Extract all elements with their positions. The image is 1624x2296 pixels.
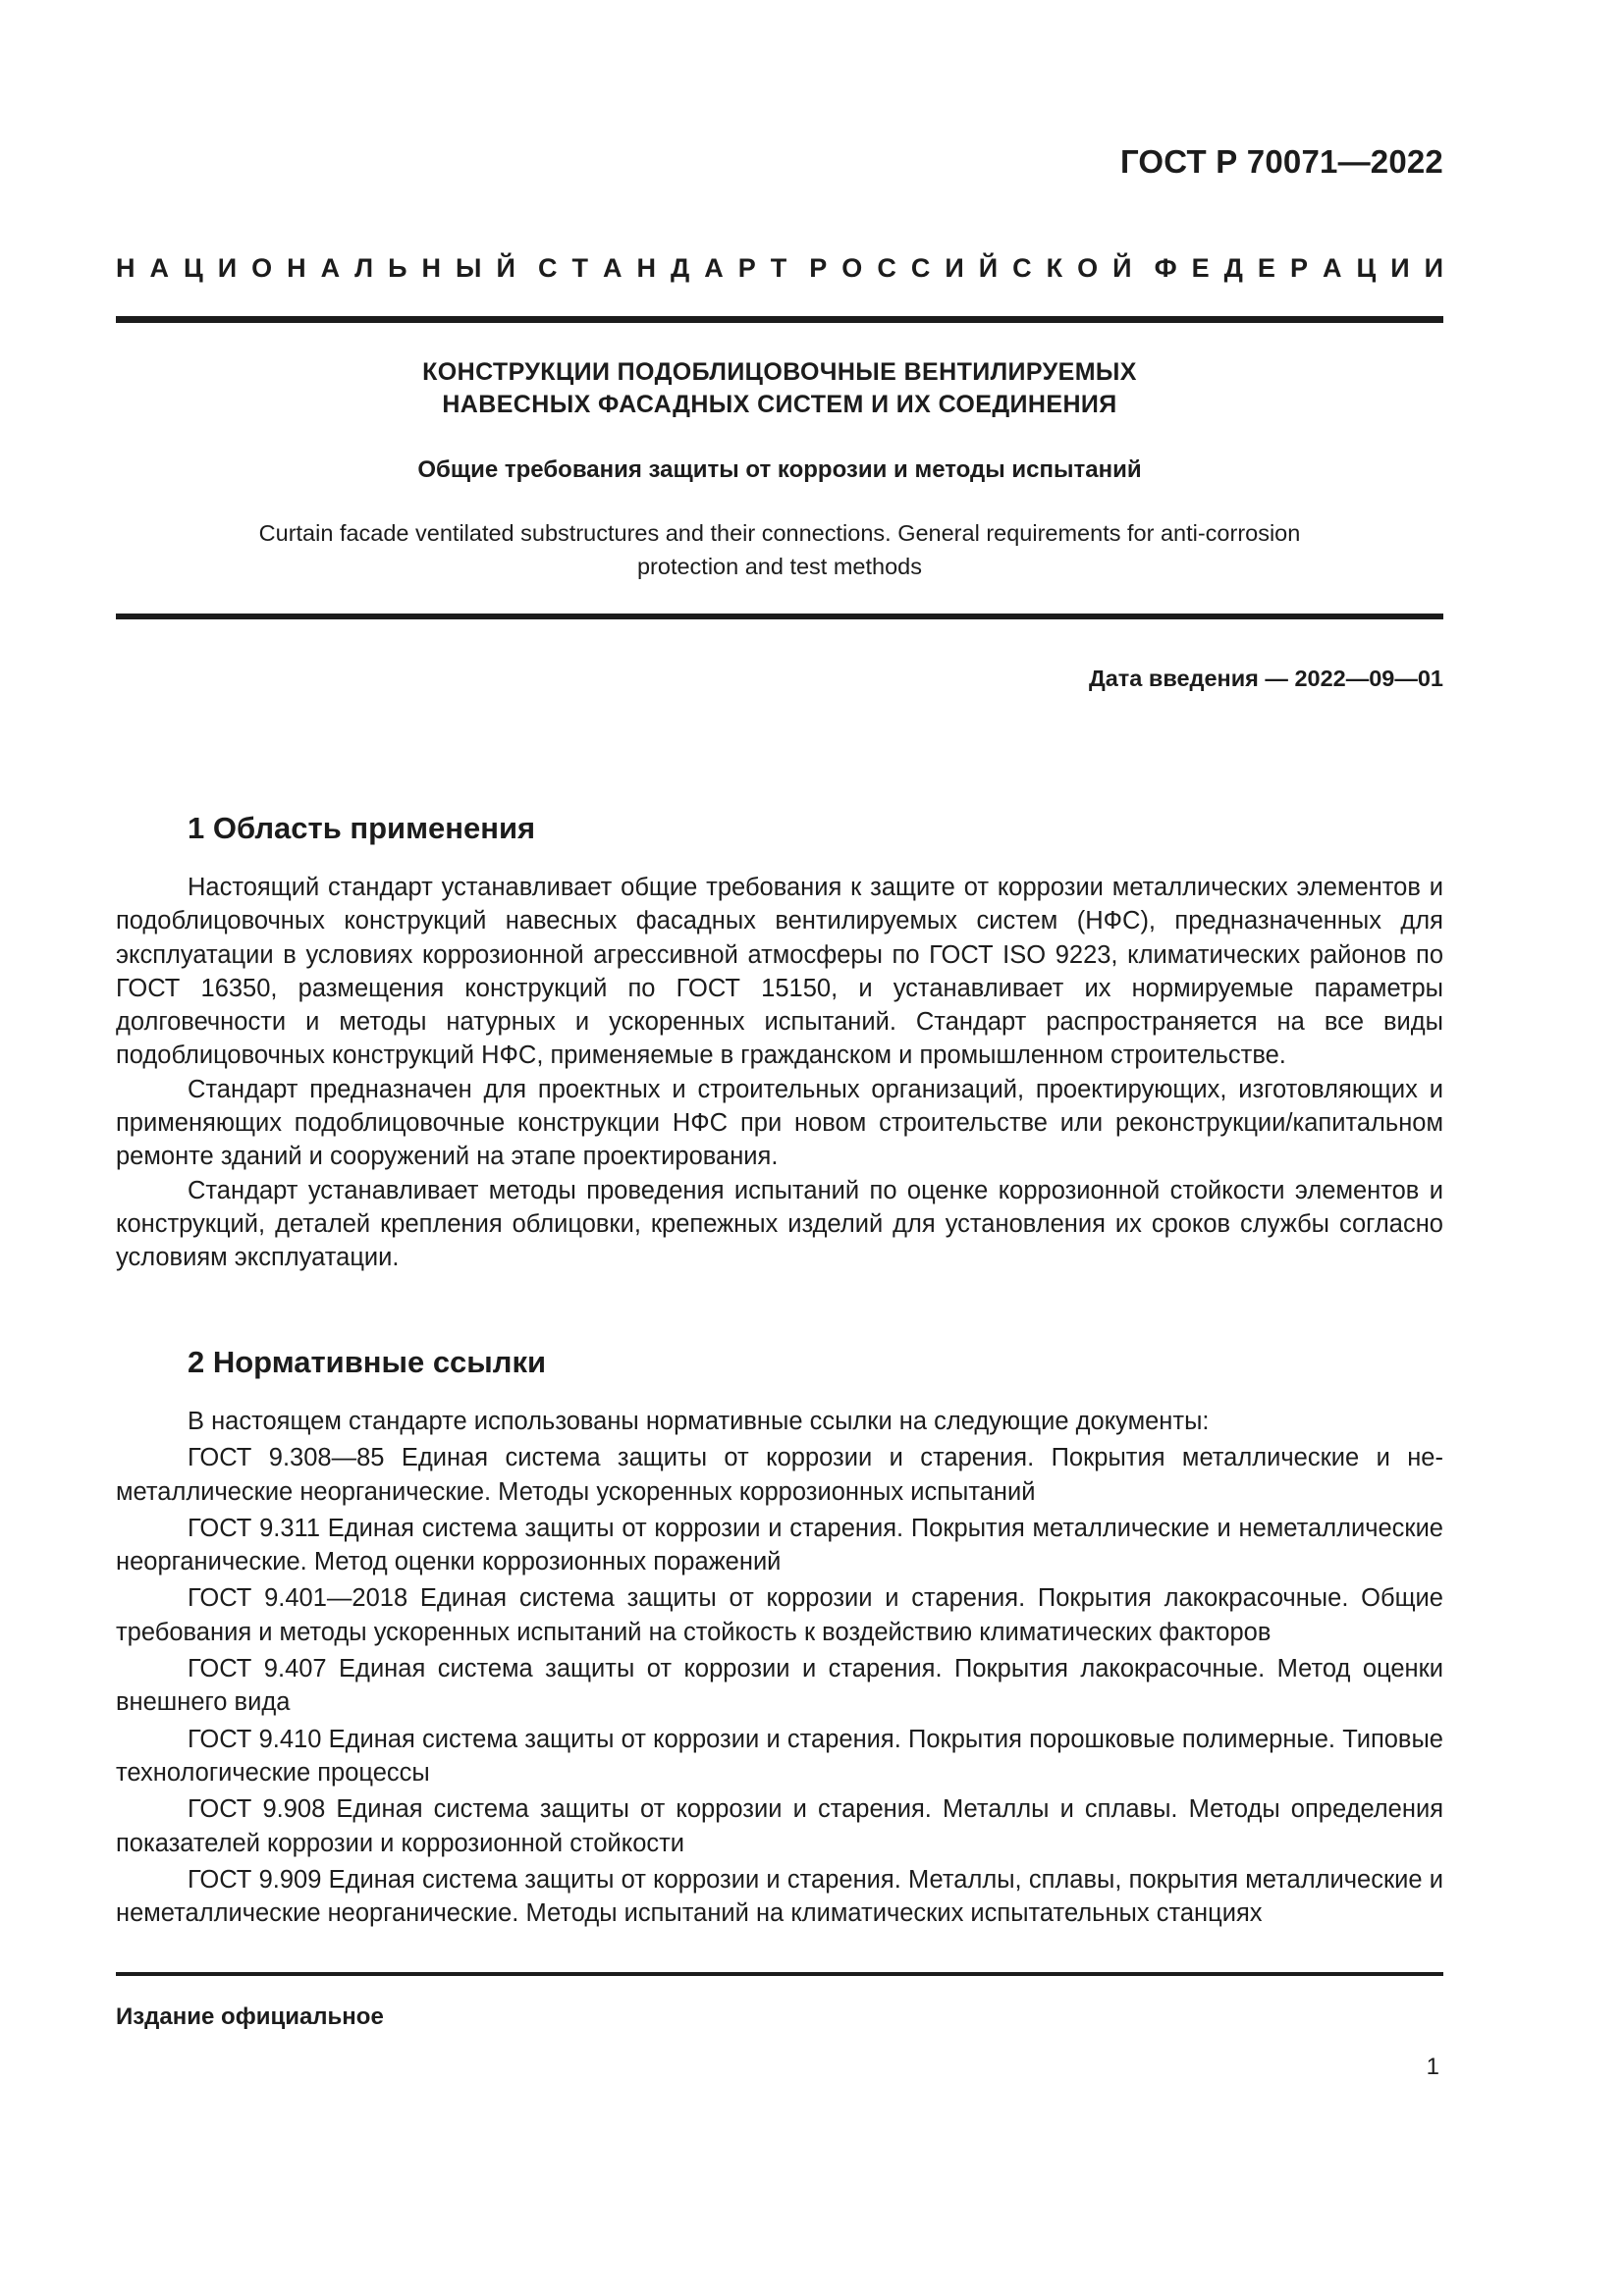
- english-title-line-1: Curtain facade ventilated substructures and their connections. General requirements for anti-corrosion: [258, 520, 1301, 546]
- normative-reference: ГОСТ 9.909 Единая система защиты от коррозии и старения. Металлы, сплавы, покрытия металлические и неметаллические неорганические. Методы испытаний на климатических испытательных станциях: [116, 1865, 1443, 1928]
- footer-rule: [116, 1972, 1443, 1976]
- section-1-heading: 1 Область применения: [188, 811, 536, 845]
- section-2-intro: В настоящем стандарте использованы нормативные ссылки на следующие документы:: [188, 1408, 1210, 1435]
- section-2-heading: 2 Нормативные ссылки: [188, 1345, 547, 1379]
- section-1-paragraph: Стандарт предназначен для проектных и строительных организаций, проектирующих, изготовляющих и применяющих подоблицовочные конструкции НФС при новом строительстве или реконструкции/капитальном ремонте зданий и сооружений на этапе проектирования.: [116, 1075, 1443, 1171]
- page-number: 1: [1426, 2054, 1439, 2080]
- section-2-body: [116, 1405, 1443, 1930]
- section-1-paragraph: Стандарт устанавливает методы проведения испытаний по оценке коррозионной стойкости элементов и конструкций, деталей крепления облицовки, крепежных изделий для установления их сроков службы согласно условиям эксплуатации.: [116, 1176, 1443, 1272]
- official-edition-label: Издание официальное: [116, 2003, 384, 2030]
- normative-reference: ГОСТ 9.308—85 Единая система защиты от коррозии и старения. Покрытия металлические и неметаллические неорганические. Методы ускоренных коррозионных испытаний: [116, 1444, 1443, 1506]
- title-rule: [116, 614, 1443, 619]
- section-1-body: [116, 871, 1443, 1275]
- national-standard-word: С Т А Н Д А Р Т: [537, 253, 787, 283]
- standard-title-line-1: КОНСТРУКЦИИ ПОДОБЛИЦОВОЧНЫЕ ВЕНТИЛИРУЕМЫХ: [422, 358, 1137, 386]
- national-standard-word: Н А Ц И О Н А Л Ь Н Ы Й: [116, 253, 515, 283]
- normative-reference: ГОСТ 9.401—2018 Единая система защиты от коррозии и старения. Покрытия лакокрасочные. Общие требования и методы ускоренных испытаний на стойкость к воздействию климатических факторов: [116, 1584, 1443, 1646]
- standard-title-line-2: НАВЕСНЫХ ФАСАДНЫХ СИСТЕМ И ИХ СОЕДИНЕНИЯ: [442, 391, 1117, 418]
- national-standard-title: [116, 253, 1443, 284]
- national-standard-word: Р О С С И Й С К О Й: [809, 253, 1132, 283]
- document-page: [116, 0, 1443, 2296]
- normative-reference: ГОСТ 9.908 Единая система защиты от коррозии и старения. Металлы и сплавы. Методы определения показателей коррозии и коррозионной стойкости: [116, 1795, 1443, 1857]
- section-1-paragraph: Настоящий стандарт устанавливает общие требования к защите от коррозии металлических элементов и подоблицовочных конструкций навесных фасадных вентилируемых систем (НФС), предназначенных для эксплуатации в условиях коррозионной агрессивной атмосферы по ГОСТ ISO 9223, климатических районов по ГОСТ 16350, размещения конструкций по ГОСТ 15150, и устанавливает их нормируемые параметры долговечности и методы натурных и ускоренных испытаний. Стандарт распространяется на все виды подоблицовочных конструкций НФС, применяемые в гражданском и промышленном строительстве.: [116, 874, 1443, 1070]
- normative-reference: ГОСТ 9.407 Единая система защиты от коррозии и старения. Покрытия лакокрасочные. Метод оценки внешнего вида: [116, 1655, 1443, 1717]
- national-standard-word: Ф Е Д Е Р А Ц И И: [1154, 253, 1443, 283]
- document-number: ГОСТ Р 70071—2022: [1119, 143, 1443, 180]
- english-title: [116, 516, 1443, 583]
- english-title-line-2: protection and test methods: [636, 554, 922, 579]
- header-rule: [116, 316, 1443, 323]
- normative-reference: ГОСТ 9.311 Единая система защиты от коррозии и старения. Покрытия металлические и неметаллические неорганические. Метод оценки коррозионных поражений: [116, 1514, 1443, 1576]
- standard-subtitle: Общие требования защиты от коррозии и методы испытаний: [417, 456, 1142, 483]
- normative-reference: ГОСТ 9.410 Единая система защиты от коррозии и старения. Покрытия порошковые полимерные. Типовые технологические процессы: [116, 1725, 1443, 1787]
- standard-title: [116, 356, 1443, 421]
- introduction-date: Дата введения — 2022—09—01: [1088, 666, 1443, 691]
